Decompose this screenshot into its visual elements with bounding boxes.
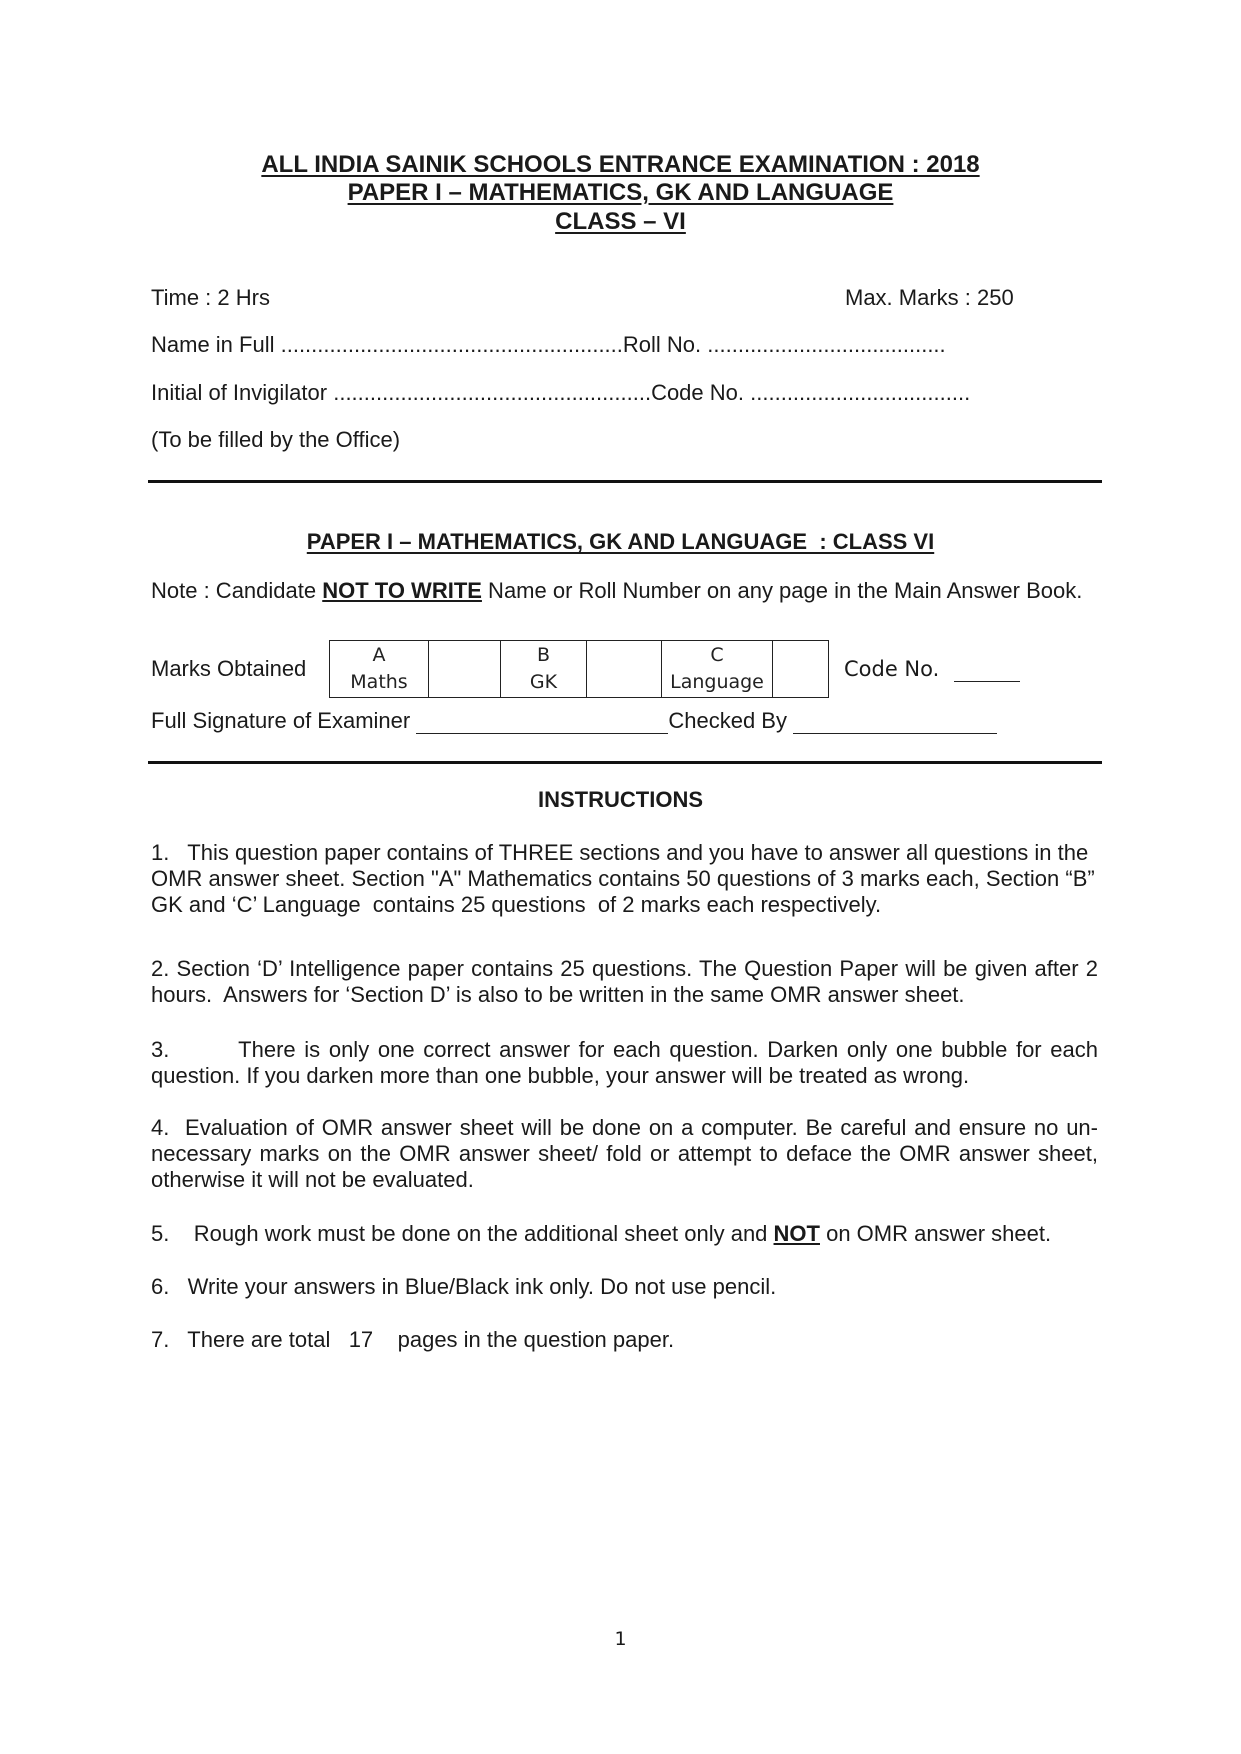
divider-bottom	[148, 761, 1102, 764]
marks-code-field[interactable]	[954, 659, 1020, 682]
instruction-item-6: 6. Write your answers in Blue/Black ink only. Do not use pencil.	[151, 1274, 777, 1299]
examiner-label: Full Signature of Examiner	[151, 708, 411, 733]
checked-label: Checked By	[668, 708, 787, 733]
marks-header-maths: A Maths	[330, 641, 429, 698]
instruction-item-7: 7. There are total 17 pages in the question paper.	[151, 1327, 675, 1352]
examiner-signature-field[interactable]	[416, 711, 668, 734]
marks-header-gk: B GK	[501, 641, 587, 698]
invigilator-field[interactable]: ....................................................	[333, 380, 652, 405]
marks-obtained-label: Marks Obtained	[151, 656, 307, 681]
name-field[interactable]: ........................................................	[280, 332, 623, 357]
instruction-item: 2. Section ‘D’ Intelligence paper contains 25 questions. The Question Paper will be given after 2 hours. Answers for ‘Section D’ is also to be written in the same OMR answer sheet.	[151, 956, 1105, 1007]
instruction-item: 4. Evaluation of OMR answer sheet will be done on a computer. Be careful and ensure no un-necessary marks on the OMR answer sheet/ fold or attempt to deface the OMR answer sheet, otherwise it will not be evaluated.	[151, 1115, 1105, 1192]
note-emphasis: NOT TO WRITE	[322, 578, 482, 603]
code-field[interactable]: ....................................	[750, 380, 971, 405]
name-label: Name in Full	[151, 332, 275, 357]
note	[151, 576, 1098, 605]
instruction-item-5: 5. Rough work must be done on the additional sheet only and NOT on OMR answer sheet.	[151, 1221, 1052, 1246]
class-title: CLASS – VI	[555, 208, 686, 235]
signature-row	[151, 708, 997, 734]
checked-by-field[interactable]	[793, 711, 997, 734]
code-label: Code No.	[651, 380, 745, 405]
invigilator-label: Initial of Invigilator	[151, 380, 328, 405]
roll-label: Roll No.	[622, 332, 702, 357]
marks-cell-maths[interactable]	[429, 641, 501, 698]
marks-table	[329, 640, 829, 698]
roll-field[interactable]: .......................................	[707, 332, 946, 357]
exam-title: ALL INDIA SAINIK SCHOOLS ENTRANCE EXAMINATION : 2018	[261, 151, 980, 178]
marks-cell-gk[interactable]	[587, 641, 662, 698]
divider-top	[148, 480, 1102, 483]
name-roll-row	[151, 332, 946, 358]
note-suffix: Name or Roll Number on any page in the Main Answer Book.	[481, 578, 1083, 603]
max-marks-label: Max. Marks : 250	[845, 285, 1014, 310]
paper-title: PAPER I – MATHEMATICS, GK AND LANGUAGE	[347, 179, 894, 206]
instruction-item: 3. There is only one correct answer for each question. Darken only one bubble for each question. If you darken more than one bubble, your answer will be treated as wrong.	[151, 1037, 1105, 1088]
section-title: PAPER I – MATHEMATICS, GK AND LANGUAGE : CLASS VI	[306, 529, 935, 554]
marks-code-row	[844, 656, 1020, 682]
marks-code-label: Code No.	[844, 657, 940, 681]
note-prefix: Note : Candidate	[151, 578, 323, 603]
page-number: 1	[614, 1628, 627, 1650]
instruction-item: 1. This question paper contains of THREE sections and you have to answer all questions in the OMR answer sheet. Section "A" Mathematics contains 50 questions of 3 marks each, Section “B” GK and ‘C’ Language contains 25 questions of 2 marks each respectively.	[151, 840, 1107, 917]
marks-header-language: C Language	[662, 641, 773, 698]
time-label: Time : 2 Hrs	[151, 285, 270, 310]
office-note: (To be filled by the Office)	[151, 427, 401, 452]
invigilator-code-row	[151, 380, 970, 406]
marks-cell-language[interactable]	[773, 641, 829, 698]
instructions-heading: INSTRUCTIONS	[538, 787, 703, 812]
